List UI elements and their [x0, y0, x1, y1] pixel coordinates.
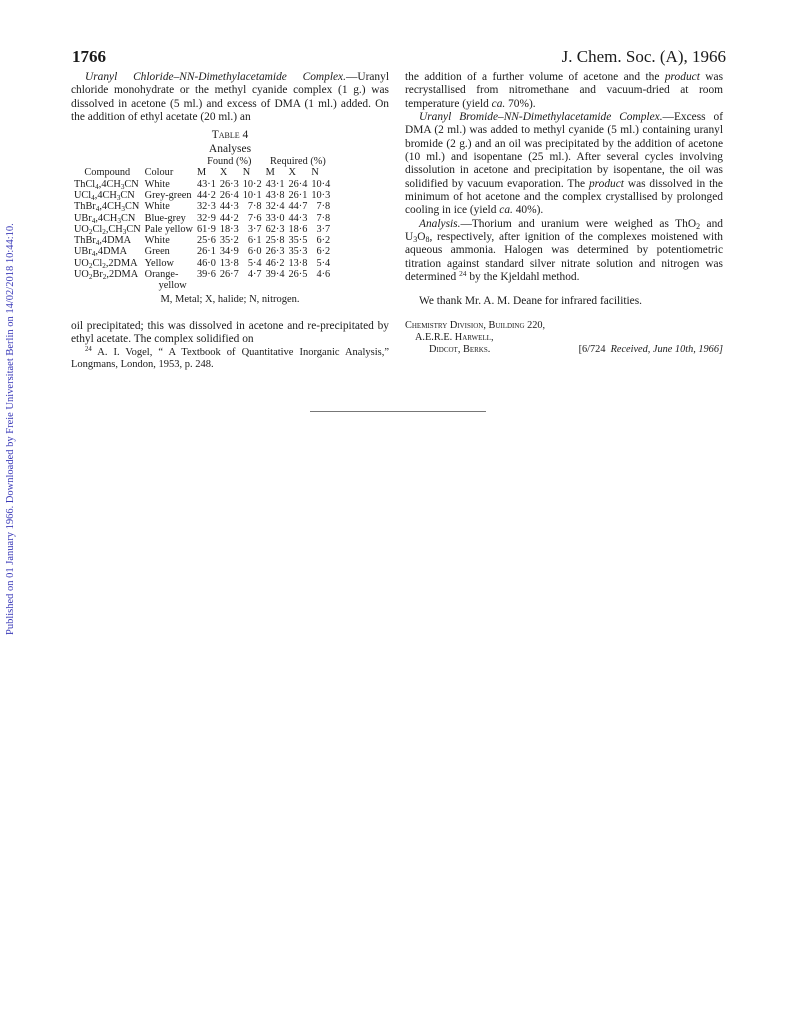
table-row: [72, 258, 332, 269]
required-value: 4·6: [316, 269, 331, 281]
colour-cell: White: [144, 235, 170, 247]
required-value: 43·8: [265, 189, 285, 201]
required-value: 33·0: [265, 212, 285, 224]
colour-cell: Grey-green: [144, 189, 192, 201]
found-value: 44·3: [219, 201, 239, 213]
n-header: N: [242, 167, 251, 179]
found-value: 35·2: [219, 235, 239, 247]
found-value: 39·6: [196, 269, 216, 281]
table-row: [72, 201, 332, 212]
received-date: Received, June 10th, 1966]: [610, 343, 723, 355]
analyses-table: [72, 156, 332, 292]
colour-cell: Yellow: [144, 257, 174, 269]
found-value: 25·6: [196, 235, 216, 247]
table-row: [72, 213, 332, 224]
required-value: 6·2: [316, 235, 331, 247]
n-header: N: [311, 167, 319, 179]
table-row: [72, 246, 332, 257]
required-value: 35·3: [288, 246, 308, 258]
colour-cell: Orange- yellow: [144, 269, 187, 292]
compound-header: Compound: [84, 167, 131, 179]
found-value: 61·9: [196, 223, 216, 235]
uranyl-chloride-paragraph: Uranyl Chloride–NN-Dimethylacetamide Complex.—Uranyl chloride monohydrate or the methyl cyanide complex (1 g.) was dissolved in acetone (5 ml.) and excess of DMA (1 ml.) added. On the addition of ethyl acetate (20 ml.) an: [71, 71, 389, 124]
table-row: [72, 179, 332, 190]
compound-cell: ThBr$_4$,4DMA: [74, 235, 132, 248]
found-value: 3·7: [247, 223, 262, 235]
m-header: M: [265, 167, 275, 179]
journal-header: J. Chem. Soc. (A), 1966: [561, 47, 726, 66]
manuscript-number: [6/724: [578, 343, 606, 355]
table-row: [72, 224, 332, 235]
found-value: 26·4: [219, 189, 239, 201]
colour-cell: Green: [144, 246, 170, 258]
required-value: 62·3: [265, 223, 285, 235]
required-value: 13·8: [288, 257, 308, 269]
compound-cell: $ThBr_4,4CH_3CN$: [74, 201, 140, 214]
colour-cell: White: [144, 201, 170, 213]
required-value: 10·3: [311, 189, 331, 201]
colour-header: Colour: [144, 167, 174, 179]
section-heading: Uranyl Bromide–NN-Dimethylacetamide Complex.: [419, 111, 663, 124]
uranyl-bromide-paragraph: Uranyl Bromide–NN-Dimethylacetamide Complex.—Excess of DMA (2 ml.) was added to methyl cyanide (5 ml.) containing uranyl bromide (2 g.) and an oil was precipitated by the addition of acetone (10 ml.) and isopentane (25 ml.). After several cycles involving dissolution in acetone and precipitation by isopentane, the oil was solidified by vacuum evaporation. The product was dissolved in the minimum of hot acetone and the complex crystallised by prolonged cooling in ice (yield ca. 40%).: [405, 111, 723, 217]
colour-cell: White: [144, 178, 170, 190]
colour-cell: Blue-grey: [144, 212, 186, 224]
compound-cell: $UBr_4,4CH_3CN$: [74, 212, 136, 225]
table-footnote: M, Metal; X, halide; N, nitrogen.: [160, 293, 300, 305]
compound-cell: $UCl_4,4CH_3CN$: [74, 189, 135, 202]
compound-cell: $UO_2Cl_2,CH_3CN$: [74, 223, 141, 236]
found-value: 4·7: [247, 269, 262, 281]
required-value: 26·4: [288, 178, 308, 190]
required-value: 32·4: [265, 201, 285, 213]
required-value: 10·4: [311, 178, 331, 190]
required-value: 39·4: [265, 269, 285, 281]
colour-cell: Pale yellow: [144, 223, 193, 235]
address-line: Chemistry Division, Building 220,: [405, 319, 546, 331]
required-value: 35·5: [288, 235, 308, 247]
required-value: 7·8: [316, 201, 331, 213]
recrystallisation-paragraph: the addition of a further volume of acetone and the product was recrystallised from nitromethane and vacuum-dried at room temperature (yield ca. 70%).: [405, 71, 723, 110]
m-header: M: [196, 167, 207, 179]
required-value: 7·8: [316, 212, 331, 224]
found-value: 10·2: [242, 178, 262, 190]
required-value: 44·3: [288, 212, 308, 224]
end-rule: [310, 411, 486, 412]
download-watermark: [2, 205, 18, 635]
compound-cell: $UO_2Br_2,2DMA$: [74, 269, 139, 282]
address-block: [405, 320, 723, 356]
required-value: 26·1: [288, 189, 308, 201]
found-value: 10·1: [242, 189, 262, 201]
required-value: 5·4: [316, 257, 331, 269]
compound-cell: $ThCl_4,4CH_3CN$: [74, 178, 139, 191]
found-header: Found (%): [207, 156, 252, 168]
found-value: 6·0: [247, 246, 262, 258]
required-value: 46·2: [265, 257, 285, 269]
download-watermark-text: Published on 01 January 1966. Downloaded by Freie Universitaet Berlin on 14/02/2018 10:44:10.: [5, 223, 16, 635]
found-value: 44·2: [196, 189, 216, 201]
found-value: 18·3: [219, 223, 239, 235]
reference-24: $^{24}$ A. I. Vogel, “ A Textbook of Quantitative Inorganic Analysis,” Longmans, London, 1953, p. 248.: [71, 345, 389, 370]
found-value: 7·6: [247, 212, 262, 224]
section-heading: Uranyl Chloride–NN-Dimethylacetamide Complex.: [85, 71, 346, 83]
compound-cell: UBr$_4$,4DMA: [74, 246, 128, 259]
table-row: [72, 235, 332, 246]
analysis-paragraph: Analysis.—Thorium and uranium were weighed as ThO$_2$ and $U_3O_8$, respectively, after ignition of the complexes moistened with aqueous ammonia. Halogen was determined by potentiometric titration against standard silver nitrate solution and nitrogen was determined $^{24}$ by the Kjeldahl method.: [405, 217, 724, 284]
found-value: 44·2: [219, 212, 239, 224]
found-value: 32·9: [196, 212, 216, 224]
oil-paragraph: oil precipitated; this was dissolved in acetone and re-precipitated by ethyl acetate. The complex solidified on: [71, 319, 389, 346]
found-value: 7·8: [247, 201, 262, 213]
required-value: 3·7: [316, 223, 331, 235]
table-row: [72, 269, 332, 292]
page-number: 1766: [72, 47, 106, 66]
reference-number: 24: [85, 345, 92, 353]
found-value: 26·1: [196, 246, 216, 258]
left-column: [71, 71, 389, 371]
found-value: 32·3: [196, 201, 216, 213]
required-value: 26·3: [265, 246, 285, 258]
x-header: X: [219, 167, 228, 179]
found-value: 26·7: [219, 269, 239, 281]
required-header: Required (%): [270, 156, 326, 168]
address-line: Didcot, Berks.: [429, 343, 491, 355]
found-value: 34·9: [219, 246, 239, 258]
found-value: 6·1: [247, 235, 262, 247]
found-value: 26·3: [219, 178, 239, 190]
required-value: 43·1: [265, 178, 285, 190]
table-row: [72, 190, 332, 201]
x-header: X: [288, 167, 296, 179]
found-value: 43·1: [196, 178, 216, 190]
found-value: 13·8: [219, 257, 239, 269]
found-value: 46·0: [196, 257, 216, 269]
required-value: 25·8: [265, 235, 285, 247]
table-caption: Table 4: [211, 129, 249, 142]
required-value: 18·6: [288, 223, 308, 235]
right-column: [405, 71, 723, 356]
section-heading: Analysis.: [419, 217, 461, 230]
required-value: 44·7: [288, 201, 308, 213]
required-value: 6·2: [316, 246, 331, 258]
acknowledgement: We thank Mr. A. M. Deane for infrared facilities.: [419, 294, 643, 307]
address-line: A.E.R.E. Harwell,: [415, 331, 494, 343]
required-value: 26·5: [288, 269, 308, 281]
found-value: 5·4: [247, 257, 262, 269]
compound-cell: $UO_2Cl_2,2DMA$: [74, 257, 138, 270]
table-subcaption: Analyses: [208, 142, 252, 155]
